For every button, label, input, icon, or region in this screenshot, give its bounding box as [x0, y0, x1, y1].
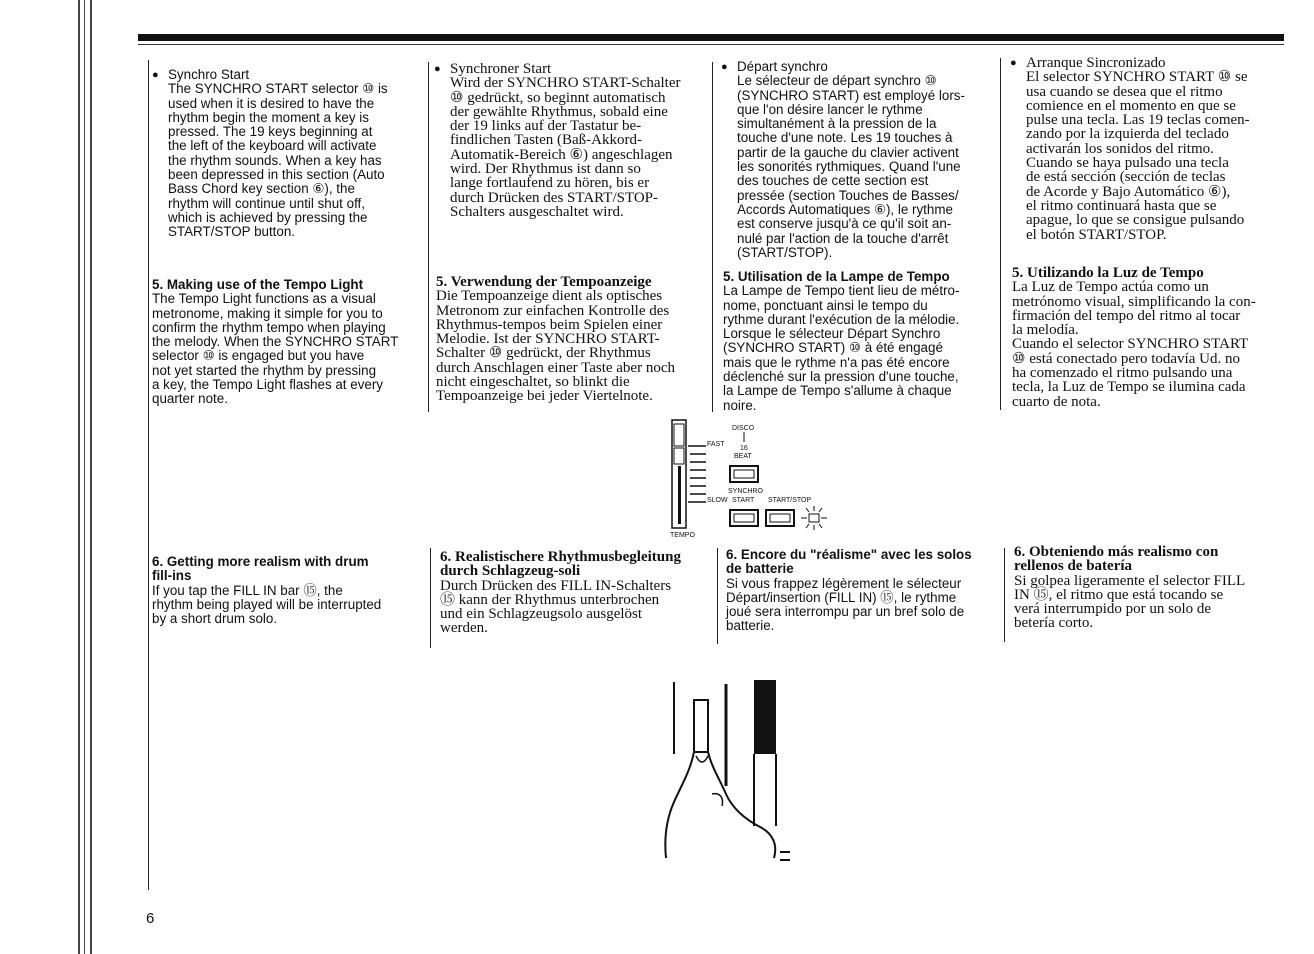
fast-label: FAST	[707, 441, 725, 448]
column-french	[721, 60, 997, 260]
section-heading: 5. Utilizando la Luz de Tempo	[1012, 265, 1204, 281]
column-rule	[430, 548, 431, 648]
tempo-light-section-en	[152, 278, 422, 407]
beat-label: BEAT	[734, 453, 752, 460]
section-body: Si golpea ligeramente el selector FILL IN ⑮, el ritmo que está tocando se verá interrumpido por un solo de betería corto.	[1014, 572, 1246, 632]
section-title: ● Synchro Start	[168, 67, 250, 82]
section-heading: 6. Obteniendo más realismo con rellenos de batería	[1014, 544, 1219, 575]
page-number: 6	[146, 910, 155, 927]
column-german	[434, 62, 708, 219]
section-body: El selector SYNCHRO START ⑩ se usa cuando se desea que el ritmo comience en el momento en que se pulse una tecla. Las 19 teclas comen- zando por la izquierda del teclado activarán los sonidos del ritmo. Cuando se haya pulsado una tecla de está sección (sección de teclas de Acorde y Bajo Automático ⑥), el ritmo continuará hasta que se apague, lo que se consigue pulsando el botón START/STOP.	[1026, 69, 1250, 243]
section-body: The Tempo Light functions as a visual metronome, making it simple for you to confirm the rhythm tempo when playing the melody. When the SYNCHRO START selector ⑩ is engaged but you have not yet started the rhythm by pressing a key, the Tempo Light flashes at every quarter note.	[152, 291, 399, 407]
column-english	[152, 68, 422, 240]
section-title: ● Synchroner Start	[450, 61, 552, 77]
control-panel-diagram	[660, 418, 830, 542]
synchro-start-section	[434, 62, 708, 219]
left-margin-rule	[148, 60, 149, 890]
section-body: Si vous frappez légèrement le sélecteur Départ/insertion (FILL IN) ⑮, le rythme joué sera interrompu par un bref solo de batterie.	[726, 575, 965, 634]
synchro-start-section	[152, 68, 422, 240]
section-body: Wird der SYNCHRO START-Schalter ⑩ gedrückt, so beginnt automatisch der gewählte Rhythmus, sobald eine der 19 links auf der Tastatur be- findlichen Tasten (Baß-Akkord- Automatik-Bereich ⑥) angeschlagen wird. Der Rhythmus ist dann so lange fortlaufend zu hören, bis er durch Drücken des START/STOP- Schalters ausgeschaltet wird.	[450, 75, 681, 220]
section-heading: 5. Verwendung der Tempoanzeige	[436, 274, 652, 290]
section-heading: 5. Making use of the Tempo Light	[152, 277, 364, 292]
top-rule-thin	[138, 44, 1284, 45]
start-label: START	[732, 497, 755, 504]
fill-in-section-de	[440, 550, 714, 636]
section-title: ● Arranque Sincronizado	[1026, 55, 1166, 71]
slow-label: SLOW	[707, 497, 728, 504]
section-title: ● Départ synchro	[737, 59, 828, 74]
section-body: La Lampe de Tempo tient lieu de métro- nome, ponctuant ainsi le tempo du rythme durant l'exécution de la mélodie. Lorsque le sélecteur Départ Synchro (SYNCHRO START) ⑩ à été engagé mais que le rythme n'a pas été encore déclenché sur la pression d'une touche, la Lampe de Tempo s'allume à chaque noire.	[723, 283, 960, 413]
column-spanish	[1010, 56, 1286, 242]
section-body: If you tap the FILL IN bar ⑮, the rhythm being played will be interrupted by a short drum solo.	[152, 582, 382, 627]
section-heading: 6. Realistischere Rhythmusbegleitung durch Schlagzeug-soli	[440, 549, 681, 580]
start-stop-label: START/STOP	[768, 497, 812, 504]
tempo-light-section-de	[436, 275, 710, 404]
tempo-light-section-es	[1012, 266, 1288, 409]
tempo-label: TEMPO	[670, 532, 695, 539]
synchro-start-section	[721, 60, 997, 260]
panel-svg	[660, 418, 830, 542]
fill-in-section-en	[152, 555, 422, 626]
section-heading: 6. Getting more realism with drum fill-ins	[152, 554, 369, 584]
column-rule	[712, 62, 713, 412]
section-body: Le sélecteur de départ synchro ⑩ (SYNCHRO START) est employé lors- que l'on désire lancer le rythme simultanément à la pression de la touche d'une note. Les 19 touches à partir de la gauche du clavier activent les sonorités rythmiques. Quand l'une des touches de cette section est pressée (section Touches de Basses/ Accords Automatiques ⑥), le rythme est conserve jusqu'à ce qu'il soit an- nulé par l'action de la touche d'arrêt (START/STOP).	[737, 73, 965, 260]
fill-in-section-es	[1014, 545, 1290, 631]
disco-label: DISCO	[732, 425, 755, 432]
column-rule	[1004, 548, 1005, 642]
column-rule	[717, 548, 718, 644]
hand-svg	[650, 676, 800, 866]
beat16-label: 16	[740, 445, 748, 452]
section-heading: 6. Encore du "réalisme" avec les solos de batterie	[726, 547, 972, 577]
section-body: Die Tempoanzeige dient als optisches Metronom zur einfachen Kontrolle des Rhythmus-tempos beim Spielen einer Melodie. Ist der SYNCHRO START- Schalter ⑩ gedrückt, der Rhythmus durch Anschlagen einer Taste aber noch nicht eingeschaltet, so blinkt die Tempoanzeige bei jeder Viertelnote.	[436, 288, 675, 405]
section-body: La Luz de Tempo actúa como un metrónomo visual, simplificando la con- firmación del tempo del ritmo al tocar la melodía. Cuando el selector SYNCHRO START ⑩ está conectado pero todavía Ud. no ha comenzado el ritmo pulsando una tecla, la Luz de Tempo se ilumina cada cuarto de nota.	[1012, 279, 1256, 410]
section-body: The SYNCHRO START selector ⑩ is used when it is desired to have the rhythm begin the moment a key is pressed. The 19 keys beginning at the left of the keyboard will activate the rhythm sounds. When a key has been depressed in this section (Auto Bass Chord key section ⑥), the rhythm will continue until shut off, which is achieved by pressing the START/STOP button.	[168, 81, 388, 240]
hand-pressing-key-icon	[650, 676, 800, 866]
top-rule-thick	[138, 34, 1284, 41]
section-body: Durch Drücken des FILL IN-Schalters ⑮ kann der Rhythmus unterbrochen und ein Schlagzeugsolo ausgelöst werden.	[440, 577, 672, 637]
column-rule	[428, 62, 429, 412]
fill-in-section-fr	[726, 548, 1002, 634]
synchro-start-section	[1010, 56, 1286, 242]
section-heading: 5. Utilisation de la Lampe de Tempo	[723, 269, 950, 284]
tempo-light-section-fr	[723, 270, 999, 413]
synchro-label: SYNCHRO	[728, 488, 764, 495]
column-rule	[1000, 58, 1001, 410]
